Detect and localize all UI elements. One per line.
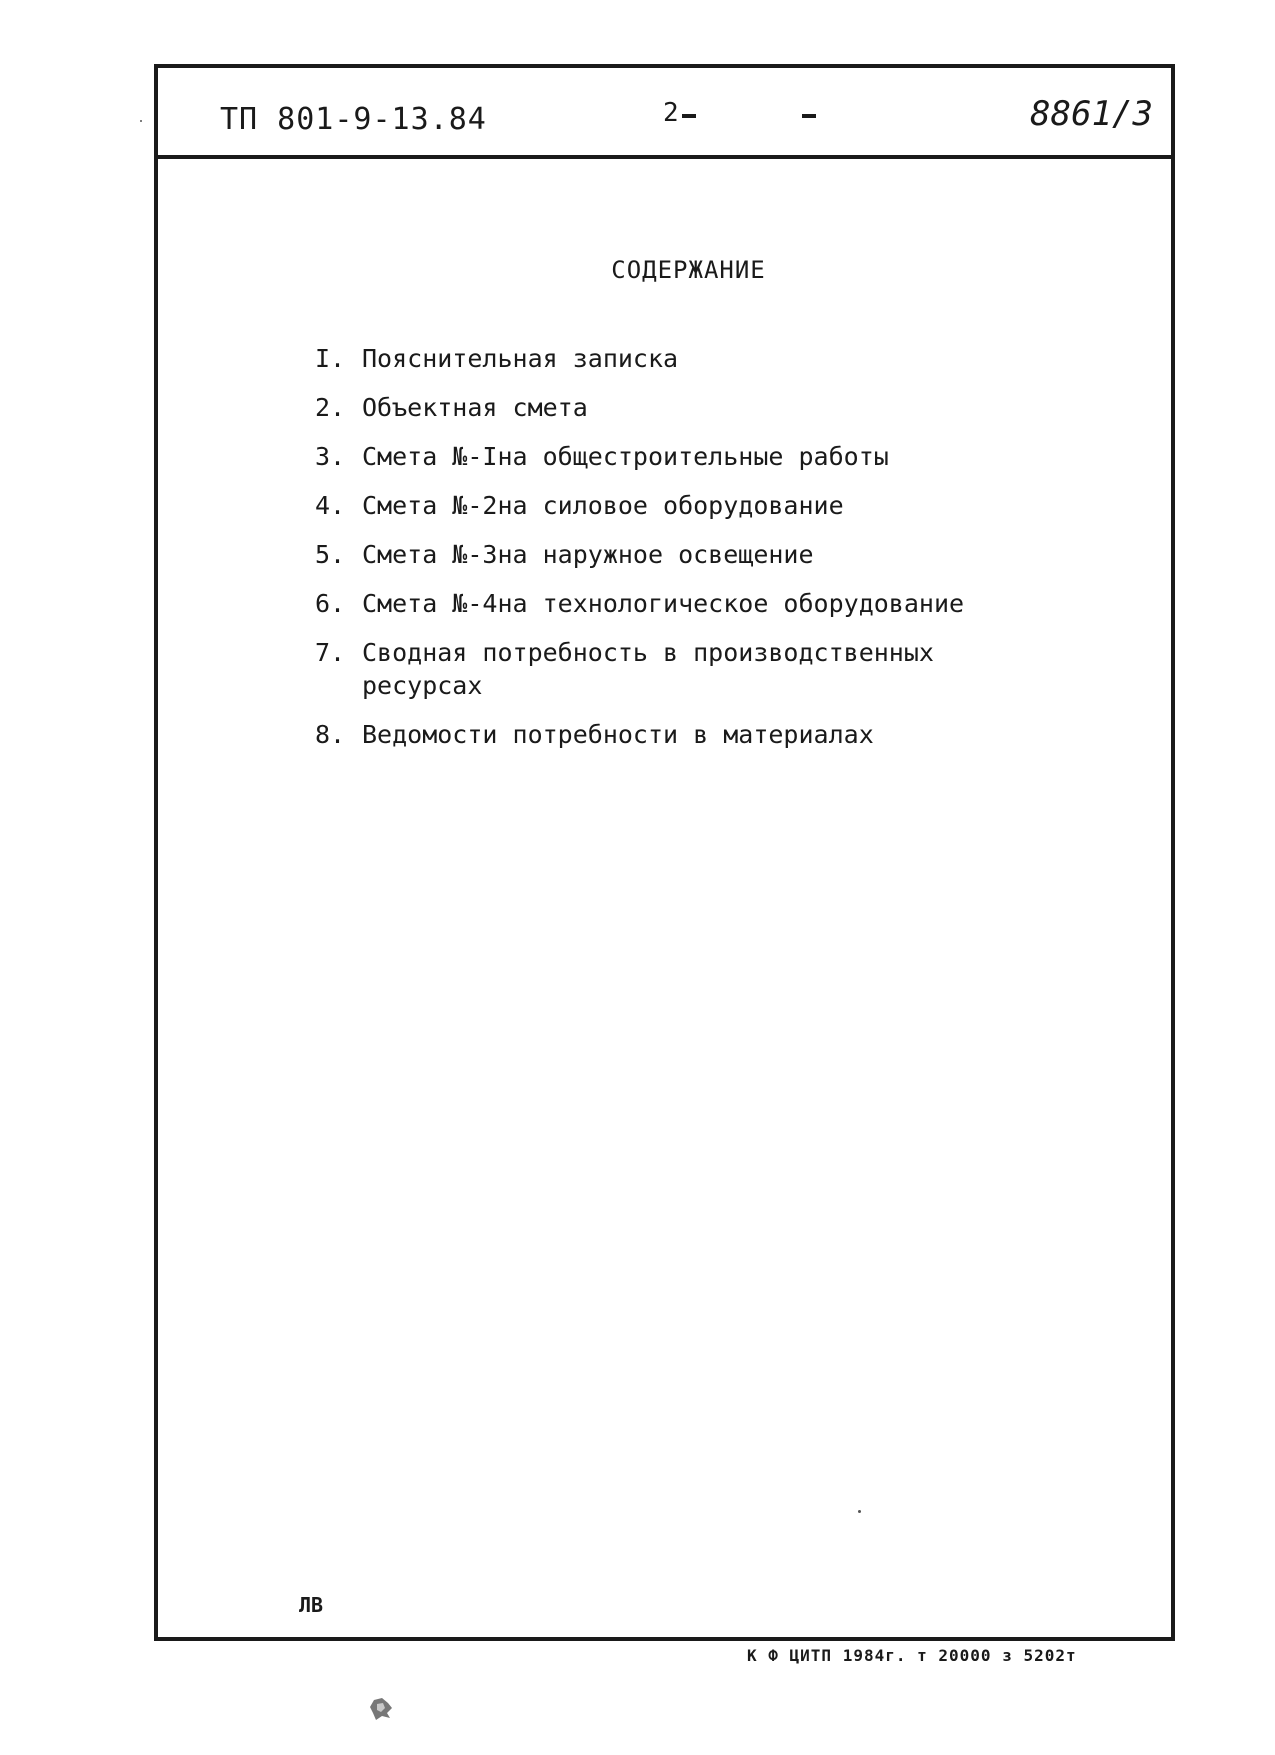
scan-speck	[858, 1510, 861, 1513]
toc-item-text: Смета №-Iна общестроительные работы	[362, 442, 889, 471]
header-strip	[158, 68, 1171, 159]
toc-item-text: Пояснительная записка	[362, 344, 679, 373]
toc-item-text: Ведомости потребности в материалах	[362, 720, 874, 749]
toc-item	[315, 587, 1002, 620]
toc-item-text: Смета №-2на силовое оборудование	[362, 491, 844, 520]
toc-item-number: 7.	[315, 638, 346, 667]
ink-blot-icon	[368, 1696, 394, 1722]
toc-item	[315, 342, 1002, 375]
table-of-contents	[315, 342, 1002, 767]
toc-item-text: Смета №-4на технологическое оборудование	[362, 589, 965, 618]
document-code: ТП 801-9-13.84	[220, 102, 487, 137]
toc-item-number: 3.	[315, 442, 346, 471]
toc-item-number: 6.	[315, 589, 346, 618]
dash-left	[682, 114, 696, 118]
dash-right	[802, 114, 816, 118]
toc-item	[315, 391, 1002, 424]
toc-item	[315, 440, 1002, 473]
toc-item	[315, 636, 1002, 702]
toc-item-number: I.	[315, 344, 346, 373]
toc-item-number: 4.	[315, 491, 346, 520]
page-frame	[154, 64, 1175, 1641]
toc-item-text: Объектная смета	[362, 393, 588, 422]
signature-initials: ЛВ	[299, 1593, 324, 1617]
toc-item-number: 8.	[315, 720, 346, 749]
page-number: 2	[663, 98, 679, 128]
sheet-code: 8861/3	[1030, 94, 1153, 134]
toc-item-number: 5.	[315, 540, 346, 569]
page-title: СОДЕРЖАНИЕ	[611, 256, 766, 284]
toc-item-text: Сводная потребность в производственных ресурсах	[362, 638, 934, 700]
toc-item-text: Смета №-3на наружное освещение	[362, 540, 814, 569]
toc-item	[315, 489, 1002, 522]
toc-item-number: 2.	[315, 393, 346, 422]
toc-item	[315, 538, 1002, 571]
print-imprint: К Ф ЦИТП 1984г. т 20000 з 5202т	[747, 1646, 1077, 1665]
scan-speck	[140, 120, 142, 122]
toc-item	[315, 718, 1002, 751]
